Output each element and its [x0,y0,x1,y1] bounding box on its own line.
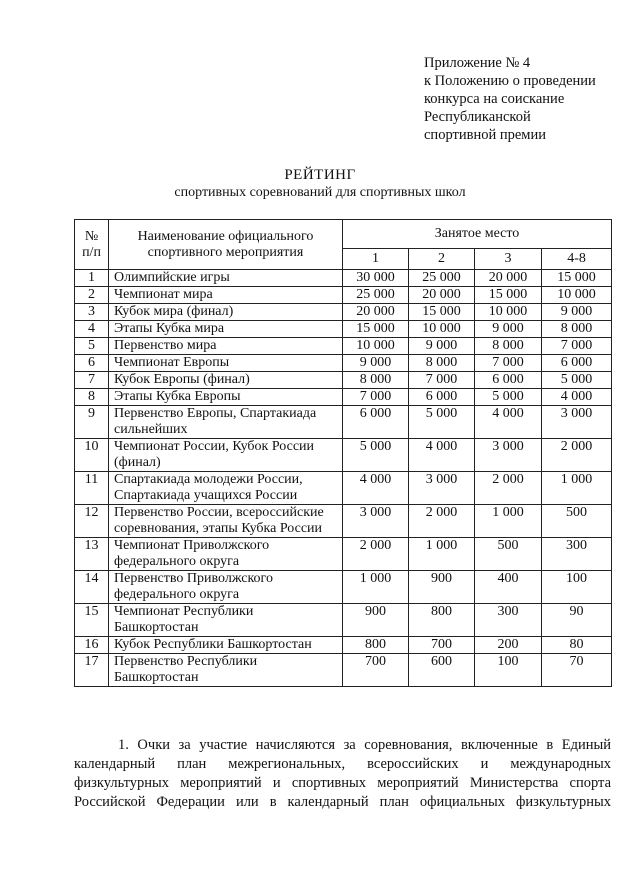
appendix-line: конкурса на соискание [424,91,565,107]
points-place-3: 1 000 [475,505,542,538]
points-place-4: 2 000 [542,439,612,472]
points-place-3: 500 [475,538,542,571]
header-name: Наименование официального спортивного мероприятия [109,220,343,270]
document-subtitle: спортивных соревнований для спортивных школ [174,185,466,200]
row-number: 6 [75,355,109,372]
points-place-2: 600 [409,654,475,687]
header-place-1: 1 [343,249,409,270]
event-name: Кубок Республики Башкортостан [109,637,343,654]
points-place-4: 8 000 [542,321,612,338]
points-place-3: 9 000 [475,321,542,338]
points-place-3: 100 [475,654,542,687]
points-place-2: 800 [409,604,475,637]
row-number: 10 [75,439,109,472]
row-number: 5 [75,338,109,355]
points-place-2: 900 [409,571,475,604]
appendix-line: к Положению о проведении [424,73,596,89]
points-place-3: 5 000 [475,389,542,406]
points-place-3: 15 000 [475,287,542,304]
points-place-2: 7 000 [409,372,475,389]
points-place-2: 15 000 [409,304,475,321]
event-name: Первенство России, всероссийские соревнования, этапы Кубка России [109,505,343,538]
points-place-2: 10 000 [409,321,475,338]
points-place-1: 2 000 [343,538,409,571]
points-place-4: 70 [542,654,612,687]
points-place-2: 2 000 [409,505,475,538]
table-row [75,637,612,654]
points-place-2: 6 000 [409,389,475,406]
event-name: Первенство мира [109,338,343,355]
points-place-4: 5 000 [542,372,612,389]
points-place-2: 25 000 [409,270,475,287]
header-num: № п/п [75,220,109,270]
row-number: 8 [75,389,109,406]
header-place-4-8: 4-8 [542,249,612,270]
event-name: Чемпионат Республики Башкортостан [109,604,343,637]
header-place-2: 2 [409,249,475,270]
points-place-4: 100 [542,571,612,604]
row-number: 12 [75,505,109,538]
points-place-3: 7 000 [475,355,542,372]
points-place-1: 9 000 [343,355,409,372]
points-place-3: 3 000 [475,439,542,472]
points-place-4: 6 000 [542,355,612,372]
event-name: Первенство Европы, Спартакиада сильнейших [109,406,343,439]
table-row [75,270,612,287]
points-place-1: 800 [343,637,409,654]
event-name: Первенство Республики Башкортостан [109,654,343,687]
points-place-4: 9 000 [542,304,612,321]
points-place-2: 700 [409,637,475,654]
points-place-1: 1 000 [343,571,409,604]
points-place-1: 15 000 [343,321,409,338]
footnote-line: 1. Очки за участие начисляются за соревнования, включенные в Единый [118,737,611,753]
table-row [75,505,612,538]
table-row [75,571,612,604]
points-place-2: 5 000 [409,406,475,439]
event-name: Первенство Приволжского федерального округа [109,571,343,604]
points-place-2: 3 000 [409,472,475,505]
points-place-4: 10 000 [542,287,612,304]
points-place-1: 700 [343,654,409,687]
row-number: 13 [75,538,109,571]
points-place-4: 1 000 [542,472,612,505]
event-name: Чемпионат Европы [109,355,343,372]
event-name: Кубок Европы (финал) [109,372,343,389]
table-row [75,372,612,389]
points-place-2: 9 000 [409,338,475,355]
footnote-paragraph [74,736,611,812]
row-number: 4 [75,321,109,338]
points-place-1: 20 000 [343,304,409,321]
row-number: 14 [75,571,109,604]
points-place-3: 20 000 [475,270,542,287]
footnote-line: календарный план межрегиональных, всероссийских и международных [74,756,611,772]
points-place-3: 6 000 [475,372,542,389]
points-place-2: 1 000 [409,538,475,571]
points-place-4: 500 [542,505,612,538]
event-name: Спартакиада молодежи России, Спартакиада учащихся России [109,472,343,505]
points-place-3: 4 000 [475,406,542,439]
row-number: 17 [75,654,109,687]
event-name: Чемпионат Приволжского федерального округа [109,538,343,571]
points-place-1: 25 000 [343,287,409,304]
points-place-1: 3 000 [343,505,409,538]
points-place-1: 900 [343,604,409,637]
appendix-line: спортивной премии [424,127,546,143]
document-title: РЕЙТИНГ [284,167,356,183]
points-place-3: 8 000 [475,338,542,355]
event-name: Этапы Кубка Европы [109,389,343,406]
points-place-1: 5 000 [343,439,409,472]
points-place-2: 4 000 [409,439,475,472]
event-name: Олимпийские игры [109,270,343,287]
row-number: 1 [75,270,109,287]
rating-table-body [75,270,612,687]
points-place-3: 2 000 [475,472,542,505]
points-place-1: 30 000 [343,270,409,287]
row-number: 11 [75,472,109,505]
table-row [75,406,612,439]
table-row [75,389,612,406]
table-row [75,654,612,687]
footnote-line: Российской Федерации или в календарный план официальных физкультурных [74,794,611,810]
points-place-2: 8 000 [409,355,475,372]
points-place-1: 8 000 [343,372,409,389]
header-place: Занятое место [343,220,612,249]
points-place-1: 4 000 [343,472,409,505]
points-place-1: 6 000 [343,406,409,439]
row-number: 15 [75,604,109,637]
table-row [75,304,612,321]
table-row [75,338,612,355]
row-number: 3 [75,304,109,321]
points-place-1: 7 000 [343,389,409,406]
row-number: 9 [75,406,109,439]
event-name: Этапы Кубка мира [109,321,343,338]
points-place-4: 80 [542,637,612,654]
event-name: Кубок мира (финал) [109,304,343,321]
table-row [75,538,612,571]
points-place-3: 300 [475,604,542,637]
row-number: 7 [75,372,109,389]
points-place-4: 15 000 [542,270,612,287]
points-place-3: 400 [475,571,542,604]
table-row [75,321,612,338]
event-name: Чемпионат мира [109,287,343,304]
table-row [75,439,612,472]
points-place-4: 3 000 [542,406,612,439]
points-place-4: 90 [542,604,612,637]
points-place-2: 20 000 [409,287,475,304]
appendix-line: Республиканской [424,109,531,125]
points-place-4: 7 000 [542,338,612,355]
event-name: Чемпионат России, Кубок России (финал) [109,439,343,472]
table-row [75,287,612,304]
table-row [75,355,612,372]
rating-table [74,219,612,687]
appendix-line: Приложение № 4 [424,55,531,71]
row-number: 2 [75,287,109,304]
points-place-4: 300 [542,538,612,571]
points-place-1: 10 000 [343,338,409,355]
points-place-3: 200 [475,637,542,654]
footnote-line: физкультурных мероприятий и спортивных мероприятий Министерства спорта [74,775,611,791]
row-number: 16 [75,637,109,654]
appendix-note [424,54,596,144]
points-place-3: 10 000 [475,304,542,321]
table-row [75,604,612,637]
points-place-4: 4 000 [542,389,612,406]
table-row [75,472,612,505]
header-place-3: 3 [475,249,542,270]
